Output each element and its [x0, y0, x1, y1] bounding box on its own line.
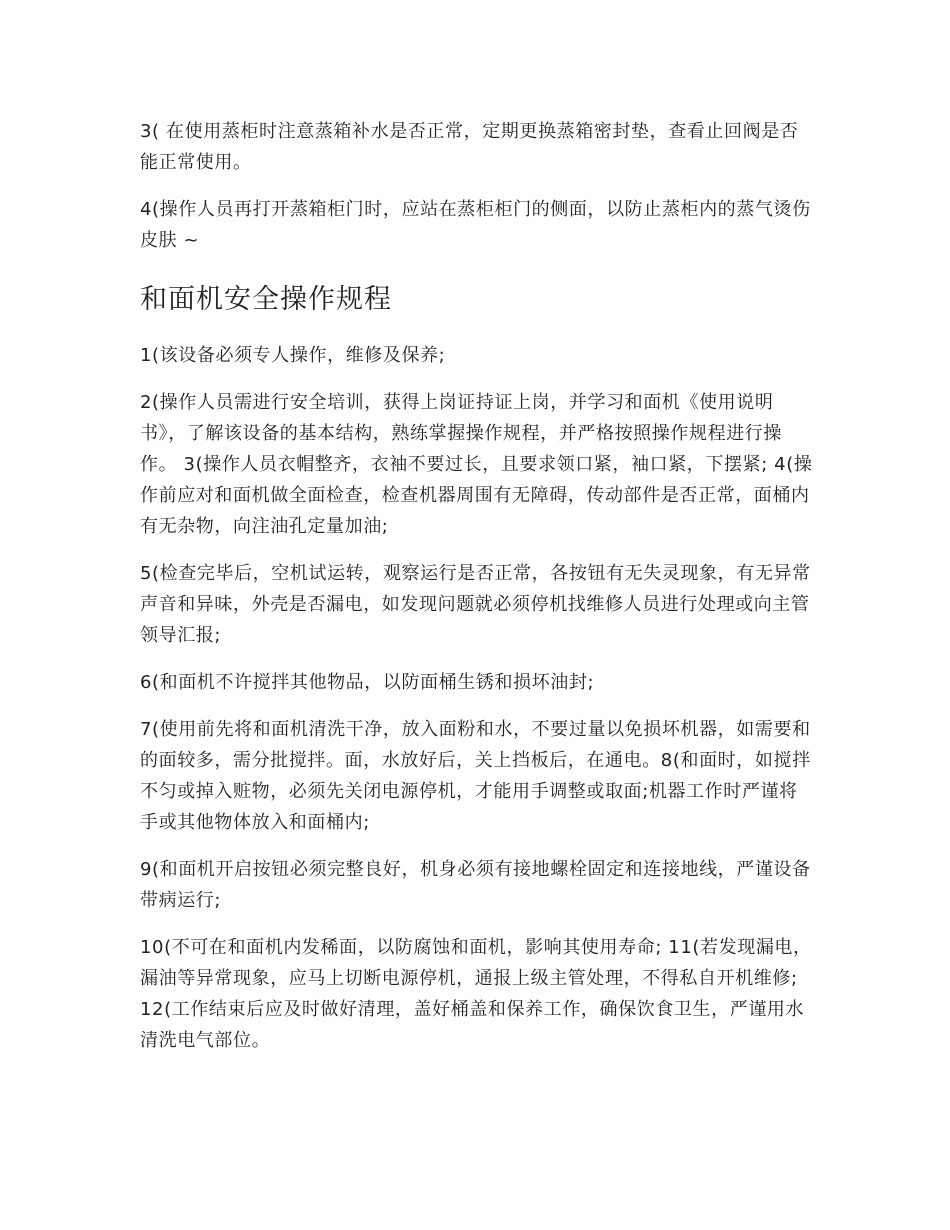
paragraph-items-10-12: 10(不可在和面机内发稀面，以防腐蚀和面机，影响其使用寿命; 11(若发现漏电，漏油等异常现象，应马上切断电源停机，通报上级主管处理，不得私自开机维修; 12(工作结束后应及时做好清理，盖好桶盖和保养工作，确保饮食卫生，严谨用水清洗电气部位。 — [140, 937, 812, 1051]
paragraph-steamer-item-3: 3( 在使用蒸柜时注意蒸箱补水是否正常，定期更换蒸箱密封垫，查看止回阀是否能正常使用。 — [140, 121, 799, 173]
paragraph-item-5: 5(检查完毕后，空机试运转，观察运行是否正常，各按钮有无失灵现象，有无异常声音和异味，外壳是否漏电，如发现问题就必须停机找维修人员进行处理或向主管领导汇报; — [140, 563, 811, 646]
paragraph-item-6: 6(和面机不许搅拌其他物品，以防面桶生锈和损坏油封; — [140, 672, 595, 693]
section-title: 和面机安全操作规程 — [140, 284, 392, 315]
paragraph-item-1: 1(该设备必须专人操作，维修及保养; — [140, 345, 446, 366]
paragraph-items-2-4: 2(操作人员需进行安全培训，获得上岗证持证上岗，并学习和面机《使用说明书》，了解该设备的基本结构，熟练掌握操作规程，并严格按照操作规程进行操作。 3(操作人员衣帽整齐，衣袖不要过长，且要求领口紧，袖口紧，下摆紧; 4(操作前应对和面机做全面检查，检查机器周围有无障碍，传动部件是否正常，面桶内有无杂物，向注油孔定量加油; — [140, 392, 813, 537]
paragraph-items-7-8: 7(使用前先将和面机清洗干净，放入面粉和水，不要过量以免损坏机器，如需要和的面较多，需分批搅拌。面，水放好后，关上挡板后，在通电。8(和面时，如搅拌不匀或掉入赃物，必须先关闭电源停机，才能用手调整或取面;机器工作时严谨将手或其他物体放入和面桶内; — [140, 719, 811, 833]
document-page — [140, 116, 816, 1072]
paragraph-item-9: 9(和面机开启按钮必须完整良好，机身必须有接地螺栓固定和连接地线，严谨设备带病运行; — [140, 859, 811, 911]
paragraph-steamer-item-4: 4(操作人员再打开蒸箱柜门时，应站在蒸柜柜门的侧面，以防止蒸柜内的蒸气烫伤皮肤 ~ — [140, 199, 811, 251]
